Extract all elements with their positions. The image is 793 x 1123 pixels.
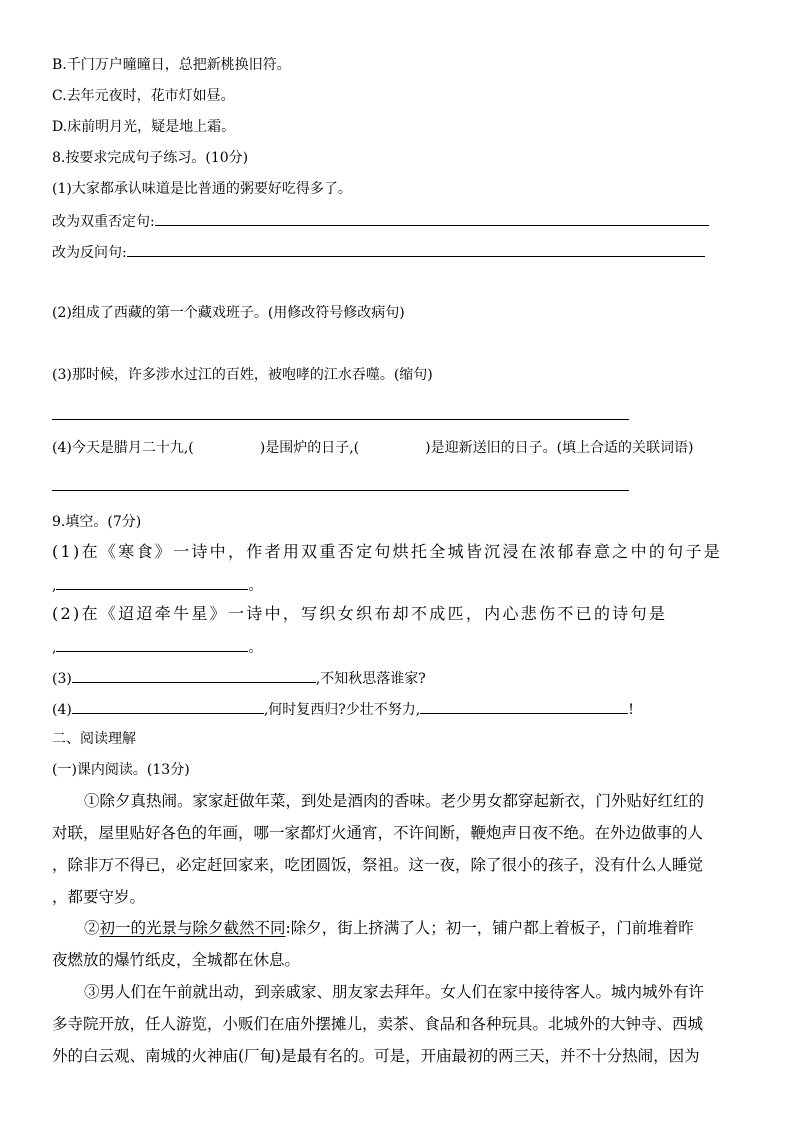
q9-s2-prefix: , xyxy=(52,640,57,656)
q8-rhetorical-row xyxy=(52,242,705,262)
q9-s1-blank[interactable] xyxy=(56,575,248,590)
q9-s2-blank[interactable] xyxy=(56,637,248,652)
q9-s4-prefix: (4) xyxy=(52,702,72,718)
q9-sentence-2: (2)在《迢迢牵牛星》一诗中，写织女织布却不成匹，内心悲伤不已的诗句是 xyxy=(52,604,668,623)
paragraph-2-rest: :除夕，街上挤满了人；初一，铺户都上着板子，门前堆着昨 xyxy=(285,919,694,937)
passage-paragraph-3-line-1: ③男人们在午前就出动，到亲戚家、朋友家去拜年。女人们在家中接待客人。城内城外有许 xyxy=(84,983,705,1001)
passage-paragraph-1-line-1: ①除夕真热闹。家家赶做年菜，到处是酒肉的香味。老少男女都穿起新衣，门外贴好红红的 xyxy=(84,792,705,810)
q8-sentence-4-answer-line[interactable] xyxy=(52,490,629,491)
section-2-subtitle: (一)课内阅读。(13分) xyxy=(52,762,190,778)
q9-s4-blank-1[interactable] xyxy=(72,699,264,714)
q9-s2-suffix: 。 xyxy=(248,640,263,656)
q9-s4-suffix: ! xyxy=(628,702,634,718)
q9-sentence-1: (1)在《寒食》一诗中，作者用双重否定句烘托全城皆沉浸在浓郁春意之中的句子是 xyxy=(52,542,723,561)
option-b: B.千门万户曈曈日，总把新桃换旧符。 xyxy=(52,57,291,73)
passage-paragraph-2-line-2: 夜燃放的爆竹纸皮，全城都在休息。 xyxy=(52,951,301,969)
q9-s4-blank-2[interactable] xyxy=(420,699,628,714)
passage-paragraph-2-line-1 xyxy=(52,918,742,938)
q8-double-negative-label: 改为双重否定句: xyxy=(52,214,155,230)
q8-rhetorical-blank[interactable] xyxy=(127,242,705,257)
q9-s3-prefix: (3) xyxy=(52,671,72,687)
q9-sentence-4-row xyxy=(52,699,634,719)
q8-sentence-2: (2)组成了西藏的第一个藏戏班子。(用修改符号修改病句) xyxy=(52,305,405,321)
passage-paragraph-3-line-3: 外的白云观、南城的火神庙(厂甸)是最有名的。可是，开庙最初的两三天，并不十分热闹，因为 xyxy=(52,1047,700,1065)
q8-sentence-3-answer-line[interactable] xyxy=(52,419,629,420)
q9-s4-middle: ,何时复西归?少壮不努力, xyxy=(263,702,421,718)
q9-sentence-1-answer-row xyxy=(52,575,262,595)
q9-s3-suffix: ,不知秋思落谁家? xyxy=(315,671,426,687)
q8-double-negative-blank[interactable] xyxy=(155,211,709,226)
q8-sentence-1: (1)大家都承认味道是比普通的粥要好吃得多了。 xyxy=(52,181,352,197)
passage-paragraph-1-line-3: ，除非万不得已，必定赶回家来，吃团圆饭，祭祖。这一夜，除了很小的孩子，没有什么人睡觉 xyxy=(52,856,704,874)
q9-s3-blank[interactable] xyxy=(72,668,316,683)
q9-sentence-3-row xyxy=(52,668,426,688)
passage-paragraph-1-line-2: 对联，屋里贴好各色的年画，哪一家都灯火通宵，不许间断，鞭炮声日夜不绝。在外边做事的人 xyxy=(52,824,704,842)
option-c: C.去年元夜时，花市灯如昼。 xyxy=(52,88,235,104)
q8-sentence-4-row xyxy=(52,439,694,457)
q8-rhetorical-label: 改为反问句: xyxy=(52,245,127,261)
q9-s1-prefix: , xyxy=(52,578,57,594)
q9-sentence-2-answer-row xyxy=(52,637,262,657)
option-d: D.床前明月光，疑是地上霜。 xyxy=(52,119,236,135)
q8-sentence-3: (3)那时候，许多涉水过江的百姓，被咆哮的江水吞噬。(缩句) xyxy=(52,367,433,383)
q8-double-negative-row xyxy=(52,211,709,231)
paragraph-2-underlined-sentence: 初一的光景与除夕截然不同 xyxy=(99,919,286,937)
q8-s4-part-b: )是围炉的日子,( xyxy=(259,440,360,456)
section-2-title: 二、阅读理解 xyxy=(52,731,136,747)
q9-s1-suffix: 。 xyxy=(248,578,263,594)
q8-s4-part-c: )是迎新送旧的日子。(填上合适的关联词语) xyxy=(425,440,694,456)
passage-paragraph-3-line-2: 多寺院开放，任人游览，小贩们在庙外摆摊儿，卖茶、食品和各种玩具。北城外的大钟寺、西城 xyxy=(52,1015,704,1033)
question-8-title: 8.按要求完成句子练习。(10分) xyxy=(52,150,249,166)
paragraph-2-number: ② xyxy=(84,919,100,937)
passage-paragraph-1-line-4: ，都要守岁。 xyxy=(52,888,146,906)
q8-s4-part-a: (4)今天是腊月二十九,( xyxy=(52,440,194,456)
question-9-title: 9.填空。(7分) xyxy=(52,514,142,530)
